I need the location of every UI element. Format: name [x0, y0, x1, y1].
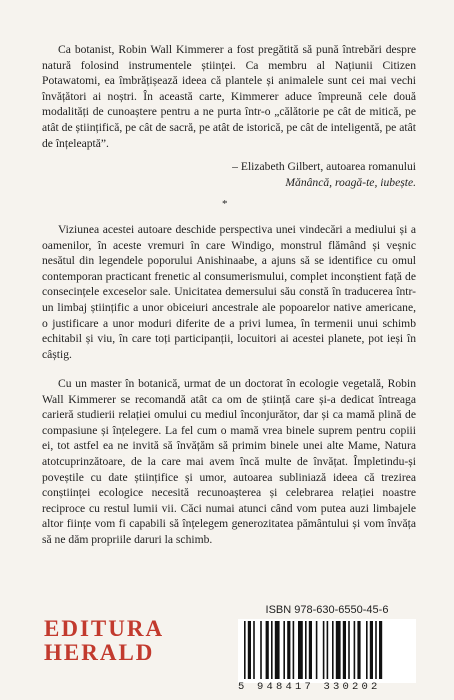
publisher-line-2: HERALD: [44, 640, 155, 665]
attribution-book-title: Mănâncă, roagă-te, iubește.: [285, 175, 416, 189]
description-paragraph-2: [42, 376, 416, 548]
publisher-logo: [44, 617, 164, 665]
quote-attribution: [232, 159, 416, 190]
description-paragraph-1: [42, 222, 416, 362]
quote-paragraph: [42, 42, 416, 151]
paragraph-1: Ca botanist, Robin Wall Kimmerer a fost pregătită să pună întrebări despre natură folosind instrumentele științei. Ca membru al Națiunii Citizen Potawatomi, ea îmbrățișează ideea că plantele și animalele sunt cei mai vechi învățători ai noștri. În această carte, Kimmerer aduce împreună cele două modalități de cunoaștere pentru a ne purta într-o „călătorie pe cât de mitică, pe atât de științifică, pe cât de sacră, pe atât de istorică, pe cât de inteligentă, pe atât de înțeleaptă”.: [42, 43, 416, 150]
barcode-icon: [238, 619, 416, 683]
paragraph-2: Viziunea acestei autoare deschide perspectiva unei vindecări a mediului și a oamenilor, în aceste vremuri în care Windigo, monstrul flămând și veșnic nesătul din legendele poporului Anishinaabe, a ajuns să se identifice cu omul contemporan practicant frenetic al consumerismului, complet inconștient față de consecințele exceselor sale. Unicitatea demersului său constă în traducerea într-un limbaj științific a unor obiceiuri ancestrale ale popoarelor native americane, o justificare a unor moduri diferite de a privi lumea, în termenii unui schimb echitabil și viu, în care toți participanții, locuitori ai acestei planete, pot ieși în câștig.: [42, 223, 416, 361]
paragraph-3: Cu un master în botanică, urmat de un doctorat în ecologie vegetală, Robin Wall Kimmerer se recomandă atât ca om de știință care și-a dedicat întreaga carieră studierii relației omului cu mediul înconjurător, dar și ca mamă plină de compasiune și înțelegere. La fel cum o mamă vrea binele suprem pentru copiii ei, tot astfel ea ne invită să învățăm să primim binele unei alte Mame, Natura atotcuprinzătoare, de la care mai avem încă multe de învățat. Împletindu-și poveștile cu date științifice și umor, autoarea subliniază ideea că trezirea conștiinței ecologice necesită recunoașterea și celebrarea relației noastre reciproce cu restul lumii vii. Căci numai atunci când vom putea auzi limbajele altor ființe vom fi capabili să înțelegem generozitatea pământului și vom învăța să ne dăm propriile daruri la schimb.: [42, 377, 416, 546]
publisher-line-1: EDITURA: [44, 616, 165, 641]
section-separator: *: [222, 198, 228, 210]
isbn-label: ISBN 978-630-6550-45-6: [265, 604, 389, 616]
barcode-digits: 5 948417 330202: [238, 681, 381, 693]
barcode-area: [238, 604, 416, 693]
attribution-author: – Elizabeth Gilbert, autoarea romanului: [232, 160, 416, 173]
